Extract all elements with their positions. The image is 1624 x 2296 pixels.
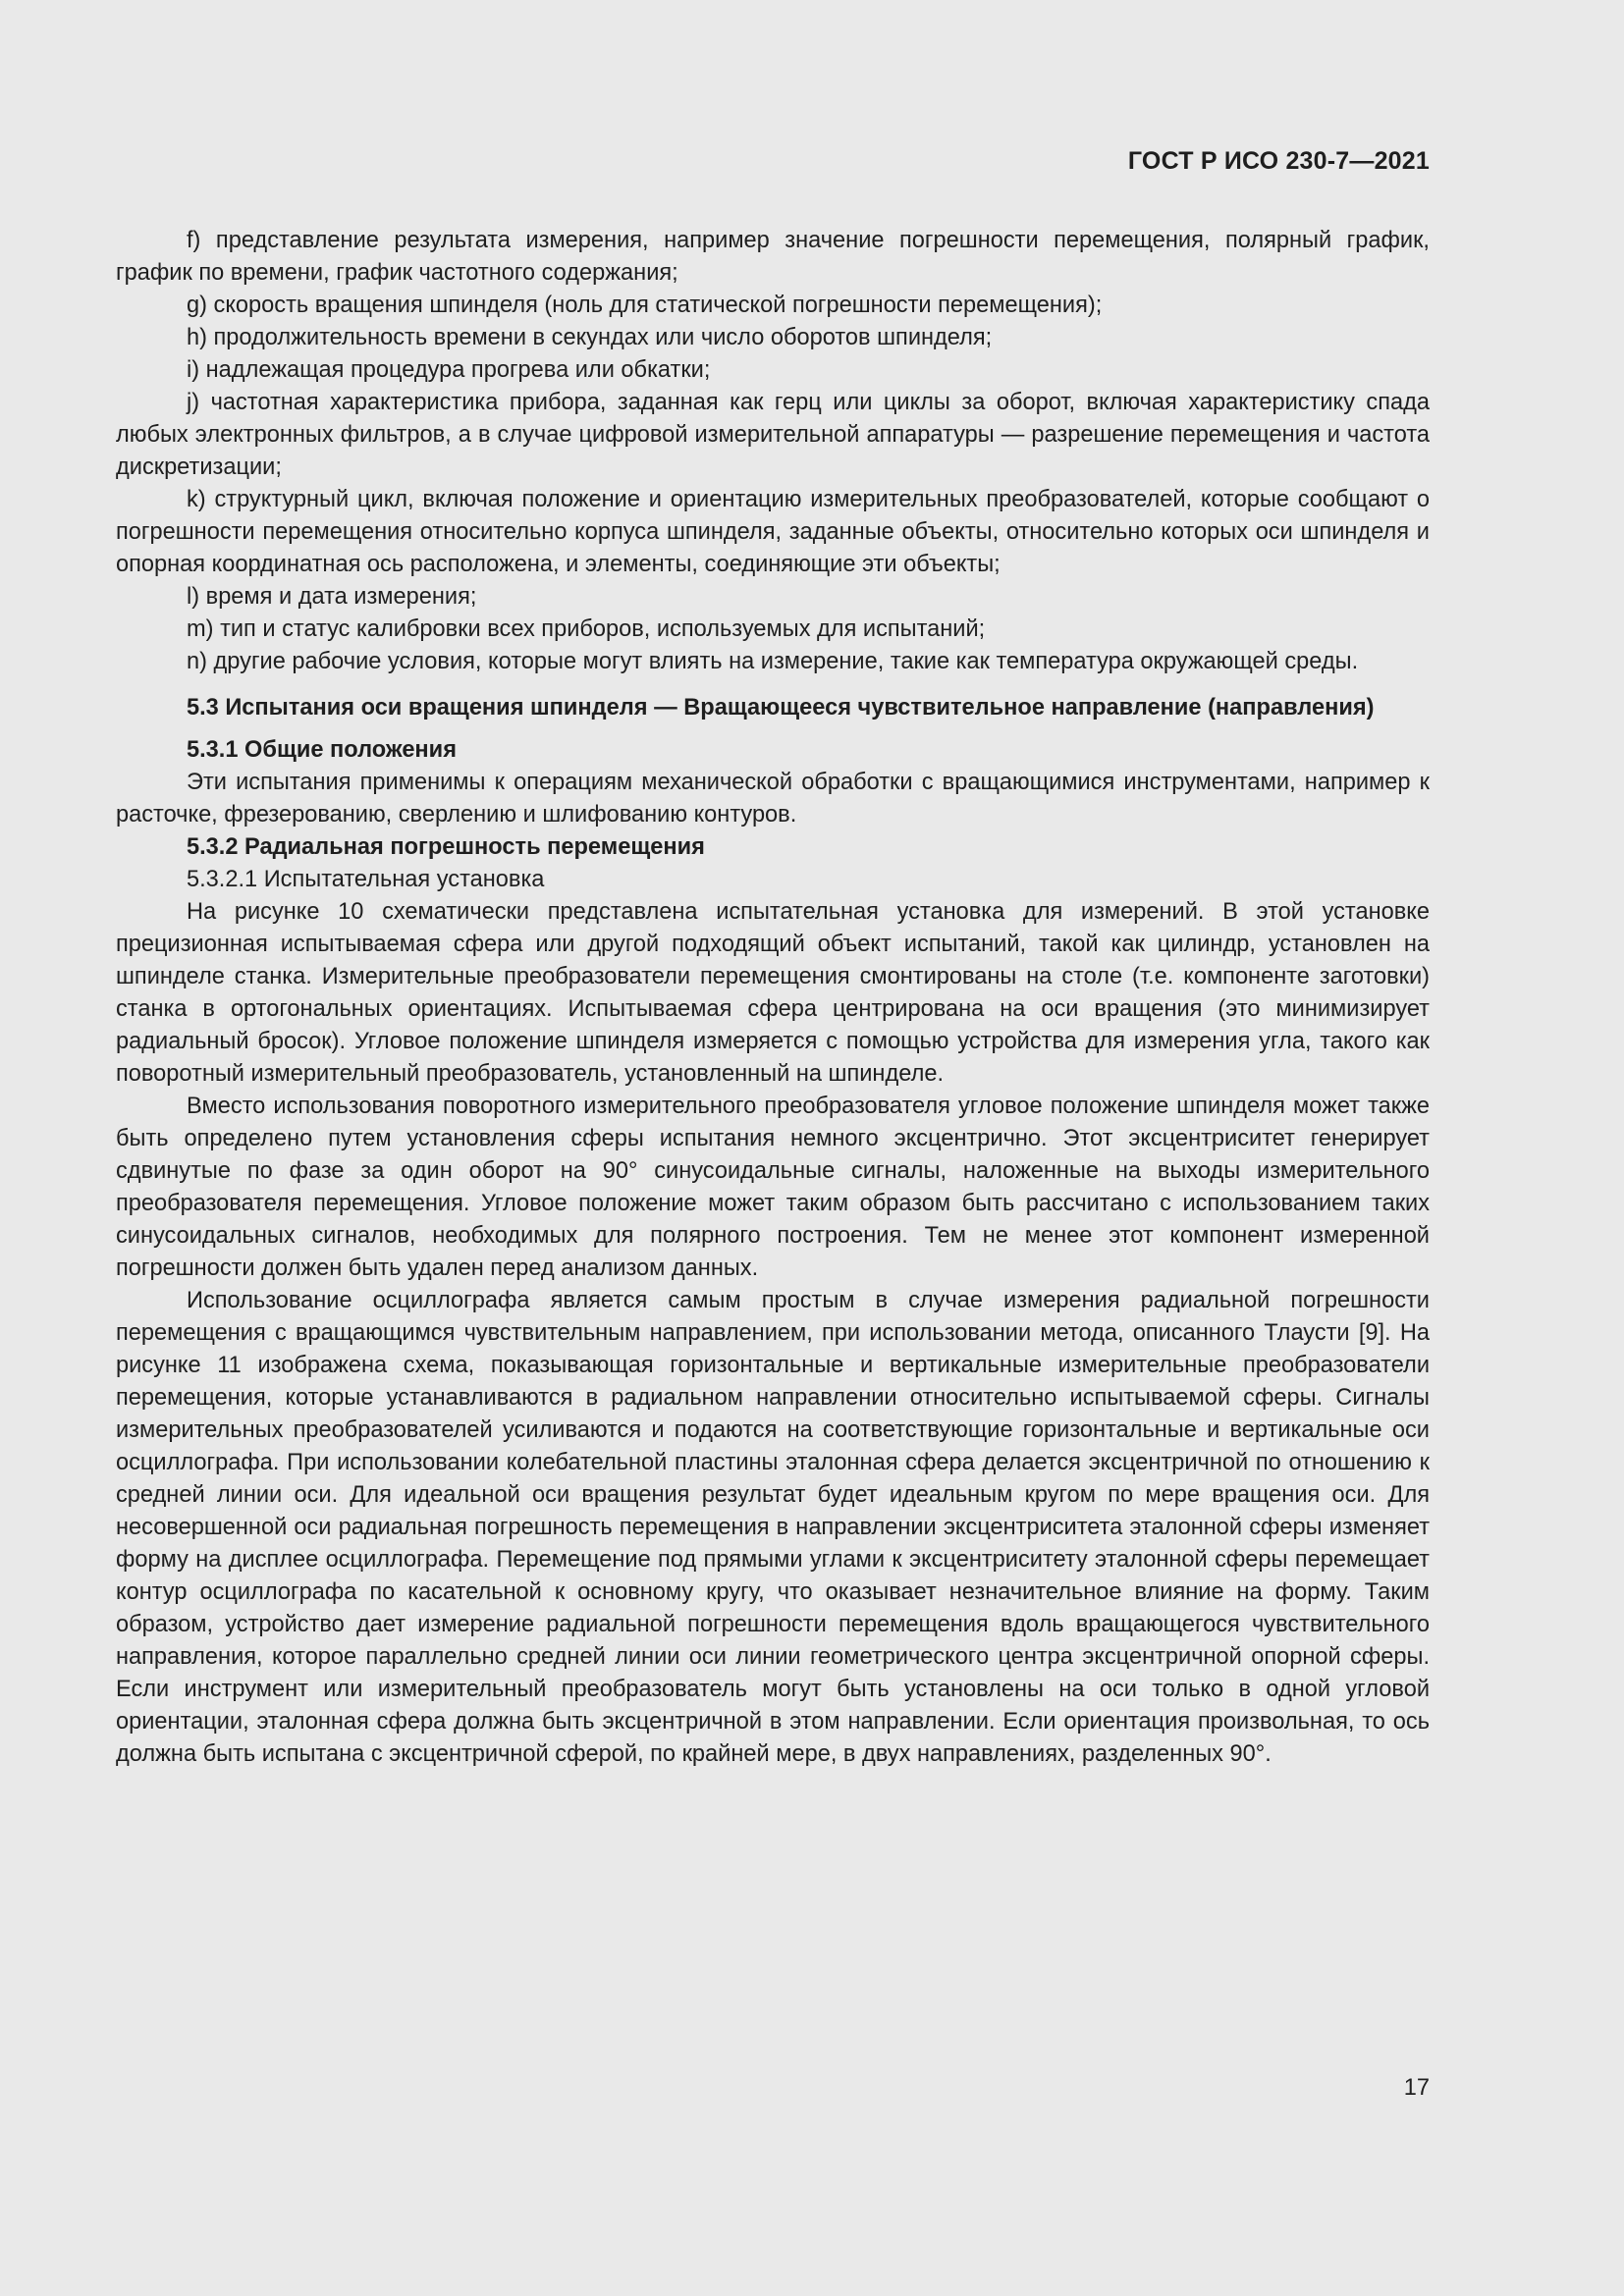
list-item-h: h) продолжительность времени в секундах или число оборотов шпинделя; — [187, 325, 993, 350]
section-5-3-1-text: Эти испытания применимы к операциям механической обработки с вращающимися инструментами, например к расточке, фрезерованию, сверлению и шлифованию контуров. — [116, 770, 1430, 828]
standard-code-header: ГОСТ Р ИСО 230-7—2021 — [1127, 147, 1430, 175]
list-item-m: m) тип и статус калибровки всех приборов, используемых для испытаний; — [187, 616, 986, 642]
section-5-3-1-heading: 5.3.1 Общие положения — [187, 737, 457, 763]
page-content — [116, 225, 1430, 1771]
section-5-3-2-1-heading: 5.3.2.1 Испытательная установка — [187, 867, 545, 892]
list-item-l: l) время и дата измерения; — [187, 584, 477, 610]
list-item-k: k) структурный цикл, включая положение и ориентацию измерительных преобразователей, которые сообщают о погрешности перемещения относительно корпуса шпинделя, заданные объекты, относительно которых оси шпинделя и опорная координатная ось расположена, и элементы, соединяющие эти объекты; — [116, 487, 1430, 577]
section-5-3-2-heading: 5.3.2 Радиальная погрешность перемещения — [187, 834, 705, 860]
list-item-g: g) скорость вращения шпинделя (ноль для статической погрешности перемещения); — [187, 293, 1103, 318]
list-item-j: j) частотная характеристика прибора, заданная как герц или циклы за оборот, включая характеристику спада любых электронных фильтров, а в случае цифровой измерительной аппаратуры — разрешение перемещения и частота дискретизации; — [116, 390, 1430, 480]
body-paragraph-3: Использование осциллографа является самым простым в случае измерения радиальной погрешности перемещения с вращающимся чувствительным направлением, при использовании метода, описанного Тлаусти [9]. На рисунке 11 изображена схема, показывающая горизонтальные и вертикальные измерительные преобразователи перемещения, которые устанавливаются в радиальном направлении относительно испытываемой сферы. Сигналы измерительных преобразователей усиливаются и подаются на соответствующие горизонтальные и вертикальные оси осциллографа. При использовании колебательной пластины эталонная сфера делается эксцентричной по отношению к средней линии оси. Для идеальной оси вращения результат будет идеальным кругом по мере вращения оси. Для несовершенной оси радиальная погрешность перемещения в направлении эксцентриситета эталонной сферы изменяет форму на дисплее осциллографа. Перемещение под прямыми углами к эксцентриситету эталонной сферы перемещает контур осциллографа по касательной к основному кругу, что оказывает незначительное влияние на форму. Таким образом, устройство дает измерение радиальной погрешности перемещения вдоль вращающегося чувствительного направления, которое параллельно средней линии оси линии геометрического центра эксцентричной опорной сферы. Если инструмент или измерительный преобразователь могут быть установлены на оси только в одной угловой ориентации, эталонная сфера должна быть эксцентричной в этом направлении. Если ориентация произвольная, то ось должна быть испытана с эксцентричной сферой, по крайней мере, в двух направлениях, разделенных 90°. — [116, 1288, 1430, 1767]
page-number: 17 — [1403, 2075, 1430, 2101]
body-paragraph-2: Вместо использования поворотного измерительного преобразователя угловое положение шпинделя может также быть определено путем установления сферы испытания немного эксцентрично. Этот эксцентриситет генерирует сдвинутые по фазе за один оборот на 90° синусоидальные сигналы, наложенные на выходы измерительного преобразователя перемещения. Угловое положение может таким образом быть рассчитано с использованием таких синусоидальных сигналов, необходимых для полярного построения. Тем не менее этот компонент измеренной погрешности должен быть удален перед анализом данных. — [116, 1094, 1430, 1281]
section-5-3-heading: 5.3 Испытания оси вращения шпинделя — Вращающееся чувствительное направление (направления) — [187, 695, 1375, 721]
body-paragraph-1: На рисунке 10 схематически представлена испытательная установка для измерений. В этой установке прецизионная испытываемая сфера или другой подходящий объект испытаний, такой как цилиндр, установлен на шпинделе станка. Измерительные преобразователи перемещения смонтированы на столе (т.е. компоненте заготовки) станка в ортогональных ориентациях. Испытываемая сфера центрирована на оси вращения (это минимизирует радиальный бросок). Угловое положение шпинделя измеряется с помощью устройства для измерения угла, такого как поворотный измерительный преобразователь, установленный на шпинделе. — [116, 899, 1430, 1087]
list-item-f: f) представление результата измерения, например значение погрешности перемещения, полярный график, график по времени, график частотного содержания; — [116, 228, 1430, 286]
list-item-n: n) другие рабочие условия, которые могут влиять на измерение, такие как температура окружающей среды. — [187, 649, 1359, 674]
list-item-i: i) надлежащая процедура прогрева или обкатки; — [187, 357, 711, 383]
